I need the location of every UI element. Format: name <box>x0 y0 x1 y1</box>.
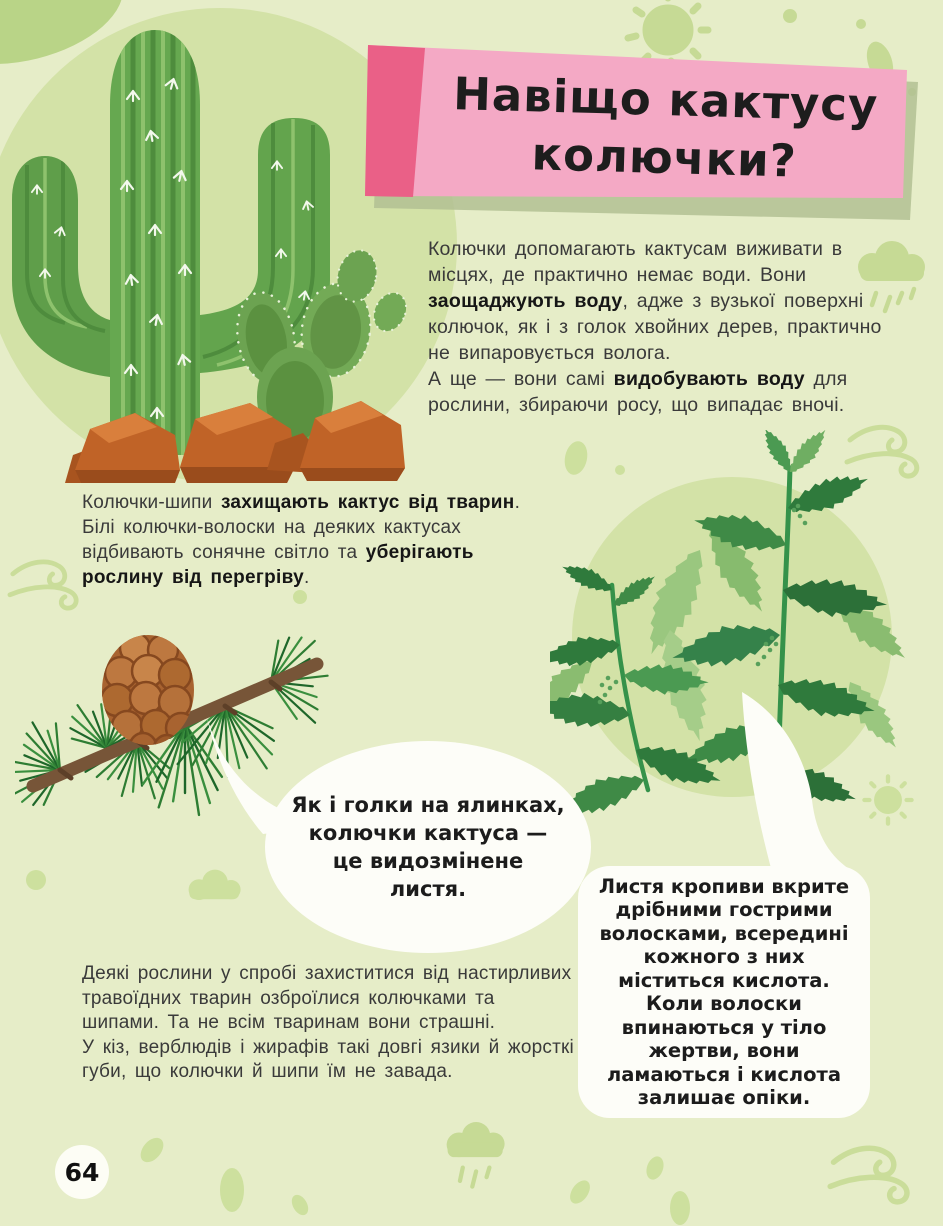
leaf-blob-icon <box>670 1191 690 1225</box>
page-number: 64 <box>64 1157 100 1187</box>
nettle-bubble-text: Листя кропиви вкрите дрібними гострими волосками, всередині кожного з них міститься кислота. Коли волоски впинаються у тіло жертви, вони ламаються і кислота залишає опіки. <box>598 874 850 1109</box>
leaf-blob-icon <box>643 1154 666 1182</box>
leaf-blob-icon <box>136 1133 168 1166</box>
page-title-line2: колючки? <box>530 127 798 188</box>
leaf-blob-icon <box>220 1168 244 1212</box>
defense-paragraph: Деякі рослини у спробі захиститися від настирливих травоїдних тварин озброїлися колючками та шипами. Та не всім тваринам вони страшні. У кіз, верблюдів і жирафів такі довгі язики й жорсткі губи, що колючки й шипи їм не завада. <box>82 963 574 1082</box>
spines-paragraph: Колючки-шипи захищають кактус від тварин. Білі колючки-волоски на деяких кактусах відбивають сонячне світло та уберігають рослину від перегріву. <box>82 492 521 588</box>
nettle-speech-bubble <box>578 866 870 1118</box>
page-title-line1: Навіщо кактусу <box>452 67 880 132</box>
pine-bubble-text: Як і голки на ялинках, колючки кактуса — це видозмінене листя. <box>291 793 565 901</box>
wind-swirl-icon <box>830 1148 907 1202</box>
rain-cloud-icon <box>447 1122 505 1187</box>
nettle-bubble-tail <box>690 680 880 880</box>
leaf-blob-icon <box>566 1177 594 1207</box>
leaf-blob-icon <box>856 19 866 29</box>
leaf-blob-icon <box>288 1192 311 1218</box>
leaf-blob-icon <box>783 9 797 23</box>
intro-paragraph: Колючки допомагають кактусам виживати в місцях, де практично немає води. Вони заощаджують воду, адже з вузької поверхні колючок, як і з голок хвойних дерев, практично не випаровується волога. А ще — вони самі видобувають воду для рослини, збираючи росу, що випадає вночі. <box>428 238 882 416</box>
page-number-badge <box>55 1145 109 1199</box>
page-title <box>423 48 907 209</box>
pine-speech-bubble <box>265 741 591 953</box>
